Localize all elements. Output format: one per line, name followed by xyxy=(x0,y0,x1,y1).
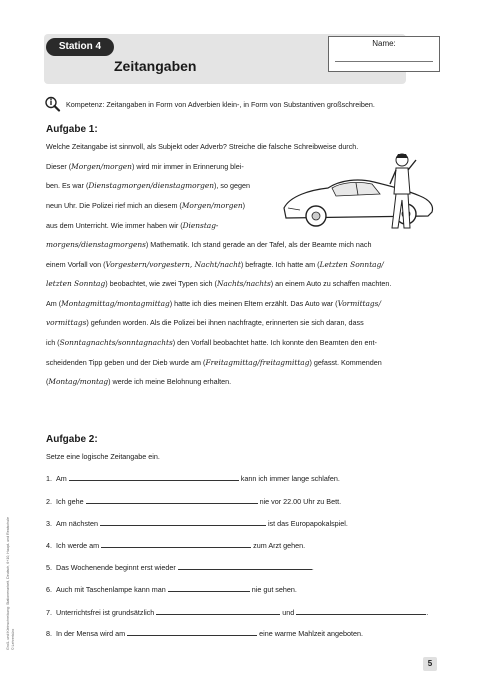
word-choice[interactable]: Montag/montag xyxy=(48,377,109,386)
text-segment: ) befragte. Ich hatte am ( xyxy=(240,260,320,269)
answer-blank[interactable] xyxy=(168,585,250,592)
item-text-after: kann ich immer lange schlafen. xyxy=(240,474,340,483)
aufgabe1-line xyxy=(46,358,382,367)
text-segment: ) werde ich meine Belohnung erhalten. xyxy=(108,377,232,386)
text-segment: ) beobachtet, wie zwei Typen sich ( xyxy=(105,279,217,288)
aufgabe1-line xyxy=(46,279,391,288)
answer-blank[interactable] xyxy=(100,519,266,526)
text-segment: einem Vorfall von ( xyxy=(46,260,106,269)
text-segment: Dieser ( xyxy=(46,162,72,171)
text-segment: ) gefunden worden. Als die Polizei bei ihnen nachfragte, erinnerten sie sich daran, dass xyxy=(86,318,364,327)
item-text-after: ist das Europapokalspiel. xyxy=(267,519,348,528)
word-choice[interactable]: morgens/dienstagmorgens xyxy=(46,240,146,249)
answer-blank[interactable] xyxy=(296,608,429,617)
word-choice[interactable]: Vorgestern/vorgestern, Nacht/nacht xyxy=(105,260,241,269)
word-choice[interactable]: Vormittags/ xyxy=(337,299,381,308)
fill-in-item xyxy=(46,474,340,483)
aufgabe1-line xyxy=(46,221,218,230)
word-choice[interactable]: Montagmittag/montagmittag xyxy=(61,299,170,308)
aufgabe1-line xyxy=(46,377,231,386)
word-choice[interactable]: Freitagmittag/freitagmittag xyxy=(205,358,310,367)
fill-in-item xyxy=(46,519,348,528)
item-text-after: nie gut sehen. xyxy=(251,585,297,594)
text-segment: scheidenden Tipp geben und der Dieb wurde am ( xyxy=(46,358,206,367)
word-choice[interactable]: Morgen/morgen xyxy=(181,201,243,210)
text-segment: ) hatte ich dies meinen Eltern erzählt. Das Auto war ( xyxy=(169,299,338,308)
text-segment: ) xyxy=(242,201,245,210)
aufgabe1-line xyxy=(46,260,384,269)
item-text-before: Das Wochenende beginnt erst wieder xyxy=(56,563,176,572)
word-choice[interactable]: Dienstag- xyxy=(182,221,219,230)
text-segment: ben. Es war ( xyxy=(46,181,89,190)
fill-in-item xyxy=(46,563,314,572)
name-label: Name: xyxy=(372,39,396,48)
word-choice[interactable]: Sonntagnachts/sonntagnachts xyxy=(59,338,173,347)
side-credits xyxy=(6,517,16,650)
aufgabe2-instruction: Setze eine logische Zeitangabe ein. xyxy=(46,452,160,461)
page-title: Zeitangaben xyxy=(114,58,197,74)
item-number: 1. xyxy=(46,474,52,483)
answer-blank[interactable] xyxy=(178,563,312,570)
text-segment: Am ( xyxy=(46,299,62,308)
item-text-after: zum Arzt gehen. xyxy=(253,541,306,550)
name-box xyxy=(328,36,440,72)
text-segment: ( xyxy=(46,377,49,386)
word-choice[interactable]: Dienstagmorgen/dienstagmorgen xyxy=(88,181,214,190)
item-number: 3. xyxy=(46,519,52,528)
item-number: 6. xyxy=(46,585,52,594)
side-credit-line: Groß- und Kleinschreibung: Stationenarbeit, Deutsch, 6+10, Haupt- und Realschule xyxy=(6,517,10,650)
word-choice[interactable]: letzten Sonntag xyxy=(46,279,106,288)
name-line[interactable] xyxy=(335,61,433,62)
aufgabe2-heading: Aufgabe 2: xyxy=(46,434,98,445)
answer-blank[interactable] xyxy=(156,608,280,615)
item-text-before: In der Mensa wird am xyxy=(56,629,126,638)
aufgabe1-line xyxy=(46,181,250,190)
word-choice[interactable]: vormittags xyxy=(46,318,87,327)
word-choice[interactable]: Nachts/nachts xyxy=(216,279,271,288)
text-segment: neun Uhr. Die Polizei rief mich an diesem ( xyxy=(46,201,182,210)
item-text-after: . xyxy=(311,563,314,572)
aufgabe1-instruction: Welche Zeitangabe ist sinnvoll, als Subjekt oder Adverb? Streiche die falsche Schreibweise durch. xyxy=(46,142,359,151)
magnifier-icon xyxy=(44,96,62,112)
word-choice[interactable]: Morgen/morgen xyxy=(71,162,132,171)
car-illustration xyxy=(280,150,440,240)
item-text-before: Ich gehe xyxy=(56,497,84,506)
item-text-after: nie vor 22.00 Uhr zu Bett. xyxy=(259,497,342,506)
word-choice[interactable]: Letzten Sonntag/ xyxy=(319,260,384,269)
side-credit-line: © Lehrerbüro xyxy=(11,628,15,650)
aufgabe1-line xyxy=(46,338,377,347)
station-badge: Station 4 xyxy=(46,38,114,56)
answer-blank[interactable] xyxy=(86,497,258,504)
answer-blank[interactable] xyxy=(69,474,239,481)
aufgabe1-line xyxy=(46,318,364,327)
fill-in-item xyxy=(46,585,297,594)
fill-in-item xyxy=(46,608,428,617)
kompetenz-text: Kompetenz: Zeitangaben in Form von Adverbien klein-, in Form von Substantiven großschreiben. xyxy=(66,100,375,109)
text-segment: ) gefasst. Kommenden xyxy=(309,358,382,367)
item-text-after: eine warme Mahlzeit angeboten. xyxy=(259,629,363,638)
item-number: 2. xyxy=(46,497,52,506)
item-text-before: Am xyxy=(56,474,67,483)
fill-in-item xyxy=(46,541,305,550)
item-number: 4. xyxy=(46,541,52,550)
aufgabe1-line xyxy=(46,299,381,308)
answer-blank[interactable] xyxy=(127,629,257,636)
aufgabe1-heading: Aufgabe 1: xyxy=(46,124,98,135)
aufgabe1-line xyxy=(46,201,245,210)
item-text-before: Unterrichtsfrei ist grundsätzlich xyxy=(56,608,155,617)
item-text-mid: und xyxy=(282,608,295,617)
text-segment: aus dem Unterricht. Wie immer haben wir ( xyxy=(46,221,183,230)
text-segment: ) Mathematik. Ich stand gerade an der Tafel, als der Beamte mich nach xyxy=(145,240,372,249)
text-segment: ), so gegen xyxy=(214,181,250,190)
fill-in-item xyxy=(46,497,341,506)
text-segment: ) wird mir immer in Erinnerung blei- xyxy=(131,162,244,171)
text-segment: ich ( xyxy=(46,338,60,347)
item-number: 8. xyxy=(46,629,52,638)
aufgabe1-line xyxy=(46,162,244,171)
answer-blank[interactable] xyxy=(101,541,251,548)
aufgabe1-line xyxy=(46,240,372,249)
item-number: 7. xyxy=(46,608,52,617)
item-text-before: Ich werde am xyxy=(56,541,100,550)
item-text-after: . xyxy=(426,608,429,617)
text-segment: ) an einem Auto zu schaffen machten. xyxy=(270,279,392,288)
fill-in-item xyxy=(46,629,363,638)
page-number: 5 xyxy=(423,657,437,671)
item-text-before: Auch mit Taschenlampe kann man xyxy=(56,585,166,594)
text-segment: ) den Vorfall beobachtet hatte. Ich konnte den Beamten den ent- xyxy=(172,338,377,347)
item-text-before: Am nächsten xyxy=(56,519,98,528)
item-number: 5. xyxy=(46,563,52,572)
